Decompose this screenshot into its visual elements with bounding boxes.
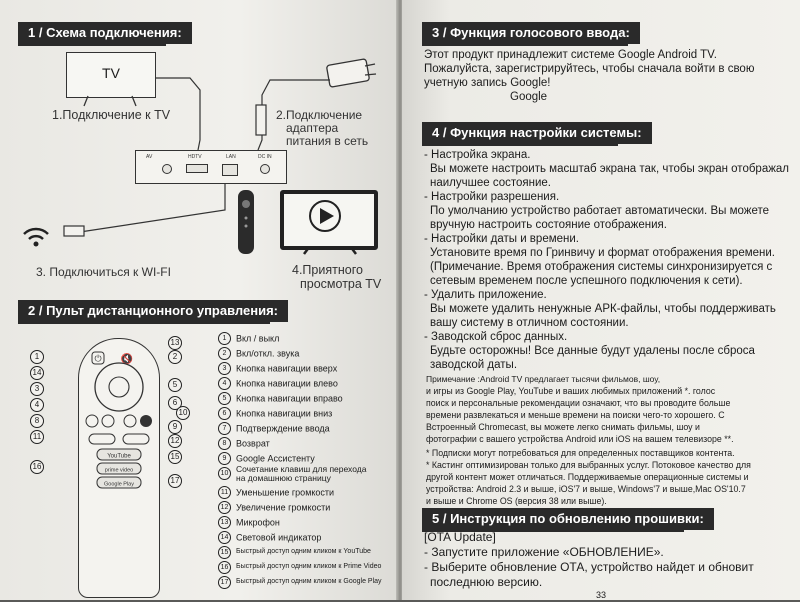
s5-line: - Запустите приложение «ОБНОВЛЕНИЕ». [424,545,664,559]
section1-heading: 1 / Схема подключения: [18,22,192,44]
note-line: * Кастинг оптимизирован только для выбранных услуг. Потоковое качество для [426,460,751,470]
step1-caption: 1.Подключение к TV [52,108,171,122]
step2-caption-3: питания в сеть [286,134,369,148]
callout-17: 17 [168,474,182,488]
youtube-button-label: YouTube [107,453,131,460]
s5-line: [OTA Update] [424,530,496,544]
legend-item: 2 Вкл/откл. звука [218,345,299,361]
callout-16: 16 [30,460,44,474]
googleplay-button-label: Google Play [104,481,134,488]
note-line: устройства: Android 2.3 и выше, iOS'7 и выше, Windows'7 и выше,Mac OS'10.7 [426,484,746,494]
port-label-lan: LAN [226,154,236,160]
step4-caption-1: 4.Приятного [292,263,363,277]
legend-item: 3 Кнопка навигации вверх [218,360,337,376]
section5-heading: 5 / Инструкция по обновлению прошивки: [422,508,714,530]
monitor-stand [300,246,360,256]
callout-2: 2 [168,350,182,364]
power-adapter-icon [326,59,376,88]
note-line: поиск и персональные рекомендации означают, что вы проводите больше [426,398,731,408]
step4-caption-2: просмотра TV [300,277,382,291]
s4-line: Вы можете настроить масштаб экрана так, чтобы экран отображал [430,163,790,175]
note-line: фотографии с вашего устройства Android или iOS на вашем телевизоре **. [426,434,734,444]
s4-line: сетевым временем после успешного подключения к сети). [430,275,743,287]
section2-heading: 2 / Пульт дистанционного управления: [18,300,288,322]
tv-box-device [135,150,287,184]
s3-google: Google [510,91,548,103]
callout-4: 4 [30,398,44,412]
s4-line: - Заводской сброс данных. [424,331,568,343]
divider [18,322,270,324]
s4-line: Будьте осторожны! Все данные будут удалены после сброса [430,345,755,357]
note-line: и игры из Google Play, YouTube и ваших любимых приложений *. голос [426,386,716,396]
wifi-icon [24,229,48,246]
dc-port-icon [260,164,270,174]
note-line: Встроенный Chromecast, вы можете легко снимать фильмы, шоу и [426,422,700,432]
s3-line: Этот продукт принадлежит системе Google Android TV. [424,49,717,61]
s4-line: - Удалить приложение. [424,289,547,301]
step2-caption-1: 2.Подключение [276,108,363,122]
s3-line: Пожалуйста, зарегистрируйтесь, чтобы сначала войти в свою [424,63,755,75]
tv-label: TV [102,65,120,81]
remote-small-icon [238,190,254,254]
s4-line: вашу систему в отличном состоянии. [430,317,629,329]
callout-1: 1 [30,350,44,364]
legend-item: 9 Google Ассистенту [218,450,315,466]
legend-item: 17 Быстрый доступ одним кликом к Google Play [218,574,382,590]
legend-item: 16 Быстрый доступ одним кликом к Prime Video [218,559,381,575]
callout-12: 12 [168,434,182,448]
step2-caption-2: адаптера [286,121,339,135]
port-label-av: AV [146,154,153,160]
legend-item: 15 Быстрый доступ одним кликом к YouTube [218,544,371,560]
s4-line: (Примечание. Время отображения системы синхронизируется с [430,261,773,273]
callout-10: 10 [176,406,190,420]
s5-line: - Выберите обновление ОТА, устройство найдет и обновит [424,560,754,574]
note-line: другой контент может отличаться. Поддерживаемые операционные системы и [426,472,749,482]
port-label-dcin: DC IN [258,154,272,160]
prime-button-label: prime video [104,467,134,474]
s4-line: наилучшее состояние. [430,177,551,189]
s5-line: последнюю версию. [430,575,543,589]
s4-line: Вы можете удалить ненужные АРК-файлы, чтобы поддерживать [430,303,776,315]
legend-item: 1 Вкл / выкл [218,330,279,346]
svg-text:⏻: ⏻ [94,354,102,365]
remote-buttons [79,339,159,597]
divider [422,144,618,146]
s4-line: Установите время по Гринвичу и формат отображения времени. [430,247,775,259]
legend-item: 8 Возврат [218,435,270,451]
s3-line: учетную запись Google! [424,77,551,89]
lan-port-icon [222,164,238,176]
s4-line: вручную настроить состояние отображения. [430,219,667,231]
svg-text:🔇: 🔇 [120,354,134,365]
remote-illustration [78,338,160,598]
s4-line: - Настройки даты и времени. [424,233,579,245]
play-icon [280,190,370,242]
divider [422,44,628,46]
note-line: Примечание :Android TV предлагает тысячи фильмов, шоу, [426,374,661,384]
callout-15: 15 [168,450,182,464]
legend-item: 12 Увеличение громкости [218,499,330,515]
step3-caption: 3. Подключиться к WI-FI [36,265,171,279]
hdmi-port-icon [186,164,208,173]
legend-item: 4 Кнопка навигации влево [218,375,338,391]
callout-6: 6 [168,396,182,410]
legend-item: 13 Микрофон [218,514,280,530]
page-number: 33 [596,590,607,600]
monitor-illustration [280,190,378,250]
s4-line: - Настройка экрана. [424,149,531,161]
legend-item: 14 Световой индикатор [218,529,321,545]
callout-3: 3 [30,382,44,396]
legend-item: 11 Уменьшение громкости [218,484,334,500]
callout-14: 14 [30,366,44,380]
section3-heading: 3 / Функция голосового ввода: [422,22,640,44]
s4-line: заводской даты. [430,359,518,371]
legend-item: 7 Подтверждение ввода [218,420,330,436]
note-line: и выше и Chrome OS (версия 38 или выше). [426,496,607,506]
legend-item: 10 Сочетание клавиш для перехода на домашнюю страницу [218,465,368,493]
note-line: * Подписки могут потребоваться для определенных поставщиков контента. [426,448,735,458]
section4-heading: 4 / Функция настройки системы: [422,122,652,144]
s4-line: По умолчанию устройство работает автоматически. Вы можете [430,205,769,217]
note-line: времени развлекаться и меньше времени на поиски чего-то хорошего. С [426,410,725,420]
av-port-icon [162,164,172,174]
callout-11: 11 [30,430,44,444]
legend-item: 6 Кнопка навигации вниз [218,405,332,421]
callout-13: 13 [168,336,182,350]
s4-line: - Настройки разрешения. [424,191,560,203]
legend-item: 5 Кнопка навигации вправо [218,390,343,406]
callout-5: 5 [168,378,182,392]
callout-9: 9 [168,420,182,434]
callout-8: 8 [30,414,44,428]
port-label-hdtv: HDTV [188,154,202,160]
